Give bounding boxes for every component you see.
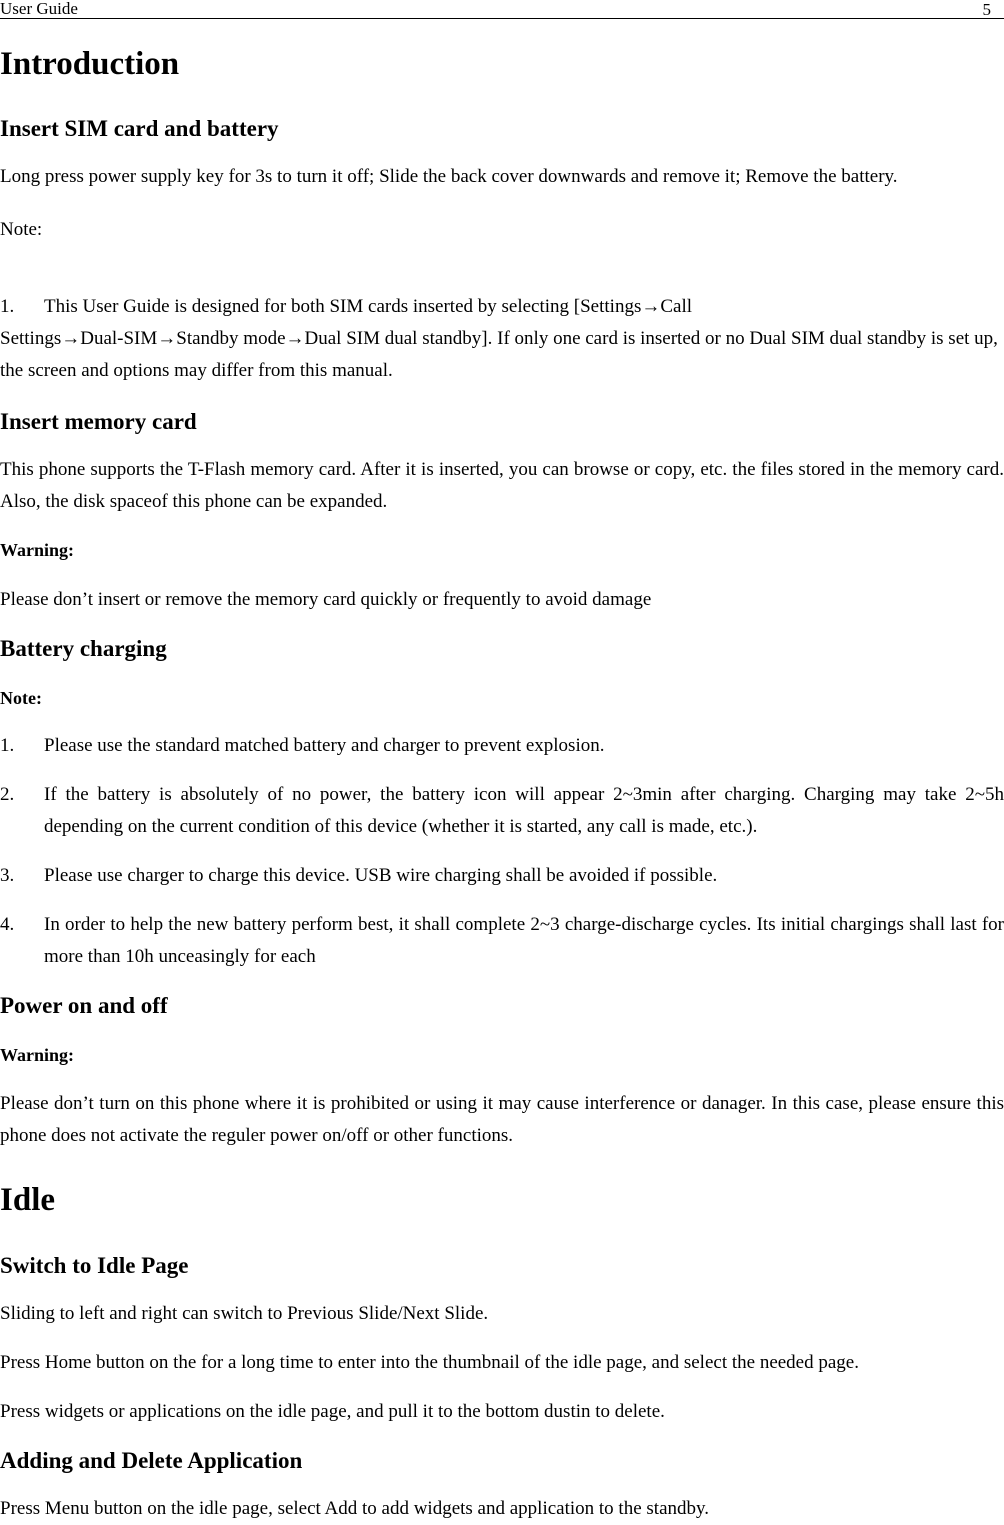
paragraph-switch-3: Press widgets or applications on the idle page, and pull it to the bottom dustin to delete. <box>0 1401 665 1422</box>
list-item <box>0 779 1004 843</box>
paragraph-power: Please don’t turn on this phone where it is prohibited or using it may cause interference or danager. In this case, please ensure this phone does not activate the reguler power on/off or other functions. <box>0 1093 1004 1146</box>
page-header <box>0 0 1004 19</box>
paragraph-switch-2: Press Home button on the for a long time to enter into the thumbnail of the idle page, and select the needed page. <box>0 1352 859 1373</box>
list-text: If the battery is absolutely of no power, the battery icon will appear 2~3min after charging. Charging may take 2~5h depending on the current condition of this device (whether it is started, any call is made, etc.). <box>44 784 1004 837</box>
note-label: Note: <box>0 219 43 240</box>
list-number: 1. <box>0 296 15 317</box>
list-number: 4. <box>0 914 15 935</box>
list-text: Please use charger to charge this device. USB wire charging shall be avoided if possible. <box>44 865 718 886</box>
list-text: In order to help the new battery perform best, it shall complete 2~3 charge-discharge cycles. Its initial chargings shall last for more than 10h unceasingly for each <box>44 914 1004 967</box>
list-item <box>0 860 1004 892</box>
heading-adding-delete: Adding and Delete Application <box>0 1448 303 1473</box>
note-item-line1: This User Guide is designed for both SIM cards inserted by selecting [Settings→Call <box>44 296 693 317</box>
paragraph-switch-1: Sliding to left and right can switch to Previous Slide/Next Slide. <box>0 1303 489 1324</box>
list-number: 2. <box>0 784 15 805</box>
note-label-battery: Note: <box>0 688 42 708</box>
heading-insert-memory: Insert memory card <box>0 409 197 434</box>
paragraph-adding-1: Press Menu button on the idle page, select Add to add widgets and application to the standby. <box>0 1498 710 1519</box>
note-item-sim <box>0 291 1004 323</box>
list-item <box>0 730 1004 762</box>
warning-text-memory: Please don’t insert or remove the memory card quickly or frequently to avoid damage <box>0 589 652 610</box>
paragraph-insert-sim: Long press power supply key for 3s to turn it off; Slide the back cover downwards and remove it; Remove the battery. <box>0 166 898 187</box>
note-item-continuation: Settings→Dual-SIM→Standby mode→Dual SIM dual standby]. If only one card is inserted or no Dual SIM dual standby is set up, the screen and options may differ from this manual. <box>0 328 998 381</box>
heading-battery: Battery charging <box>0 636 167 661</box>
warning-label-power: Warning: <box>0 1045 75 1065</box>
heading-switch-idle: Switch to Idle Page <box>0 1253 189 1278</box>
page-number: 5 <box>982 0 991 19</box>
list-text: Please use the standard matched battery and charger to prevent explosion. <box>44 735 605 756</box>
list-number: 1. <box>0 735 15 756</box>
list-item <box>0 909 1004 973</box>
heading-insert-sim: Insert SIM card and battery <box>0 116 279 141</box>
paragraph-insert-memory: This phone supports the T-Flash memory card. After it is inserted, you can browse or copy, etc. the files stored in the memory card. Also, the disk spaceof this phone can be expanded. <box>0 459 1004 512</box>
header-title: User Guide <box>0 0 78 18</box>
heading-power: Power on and off <box>0 993 168 1018</box>
section-title-introduction: Introduction <box>0 46 180 82</box>
list-number: 3. <box>0 865 15 886</box>
section-title-idle: Idle <box>0 1182 56 1218</box>
warning-label-memory: Warning: <box>0 540 75 560</box>
